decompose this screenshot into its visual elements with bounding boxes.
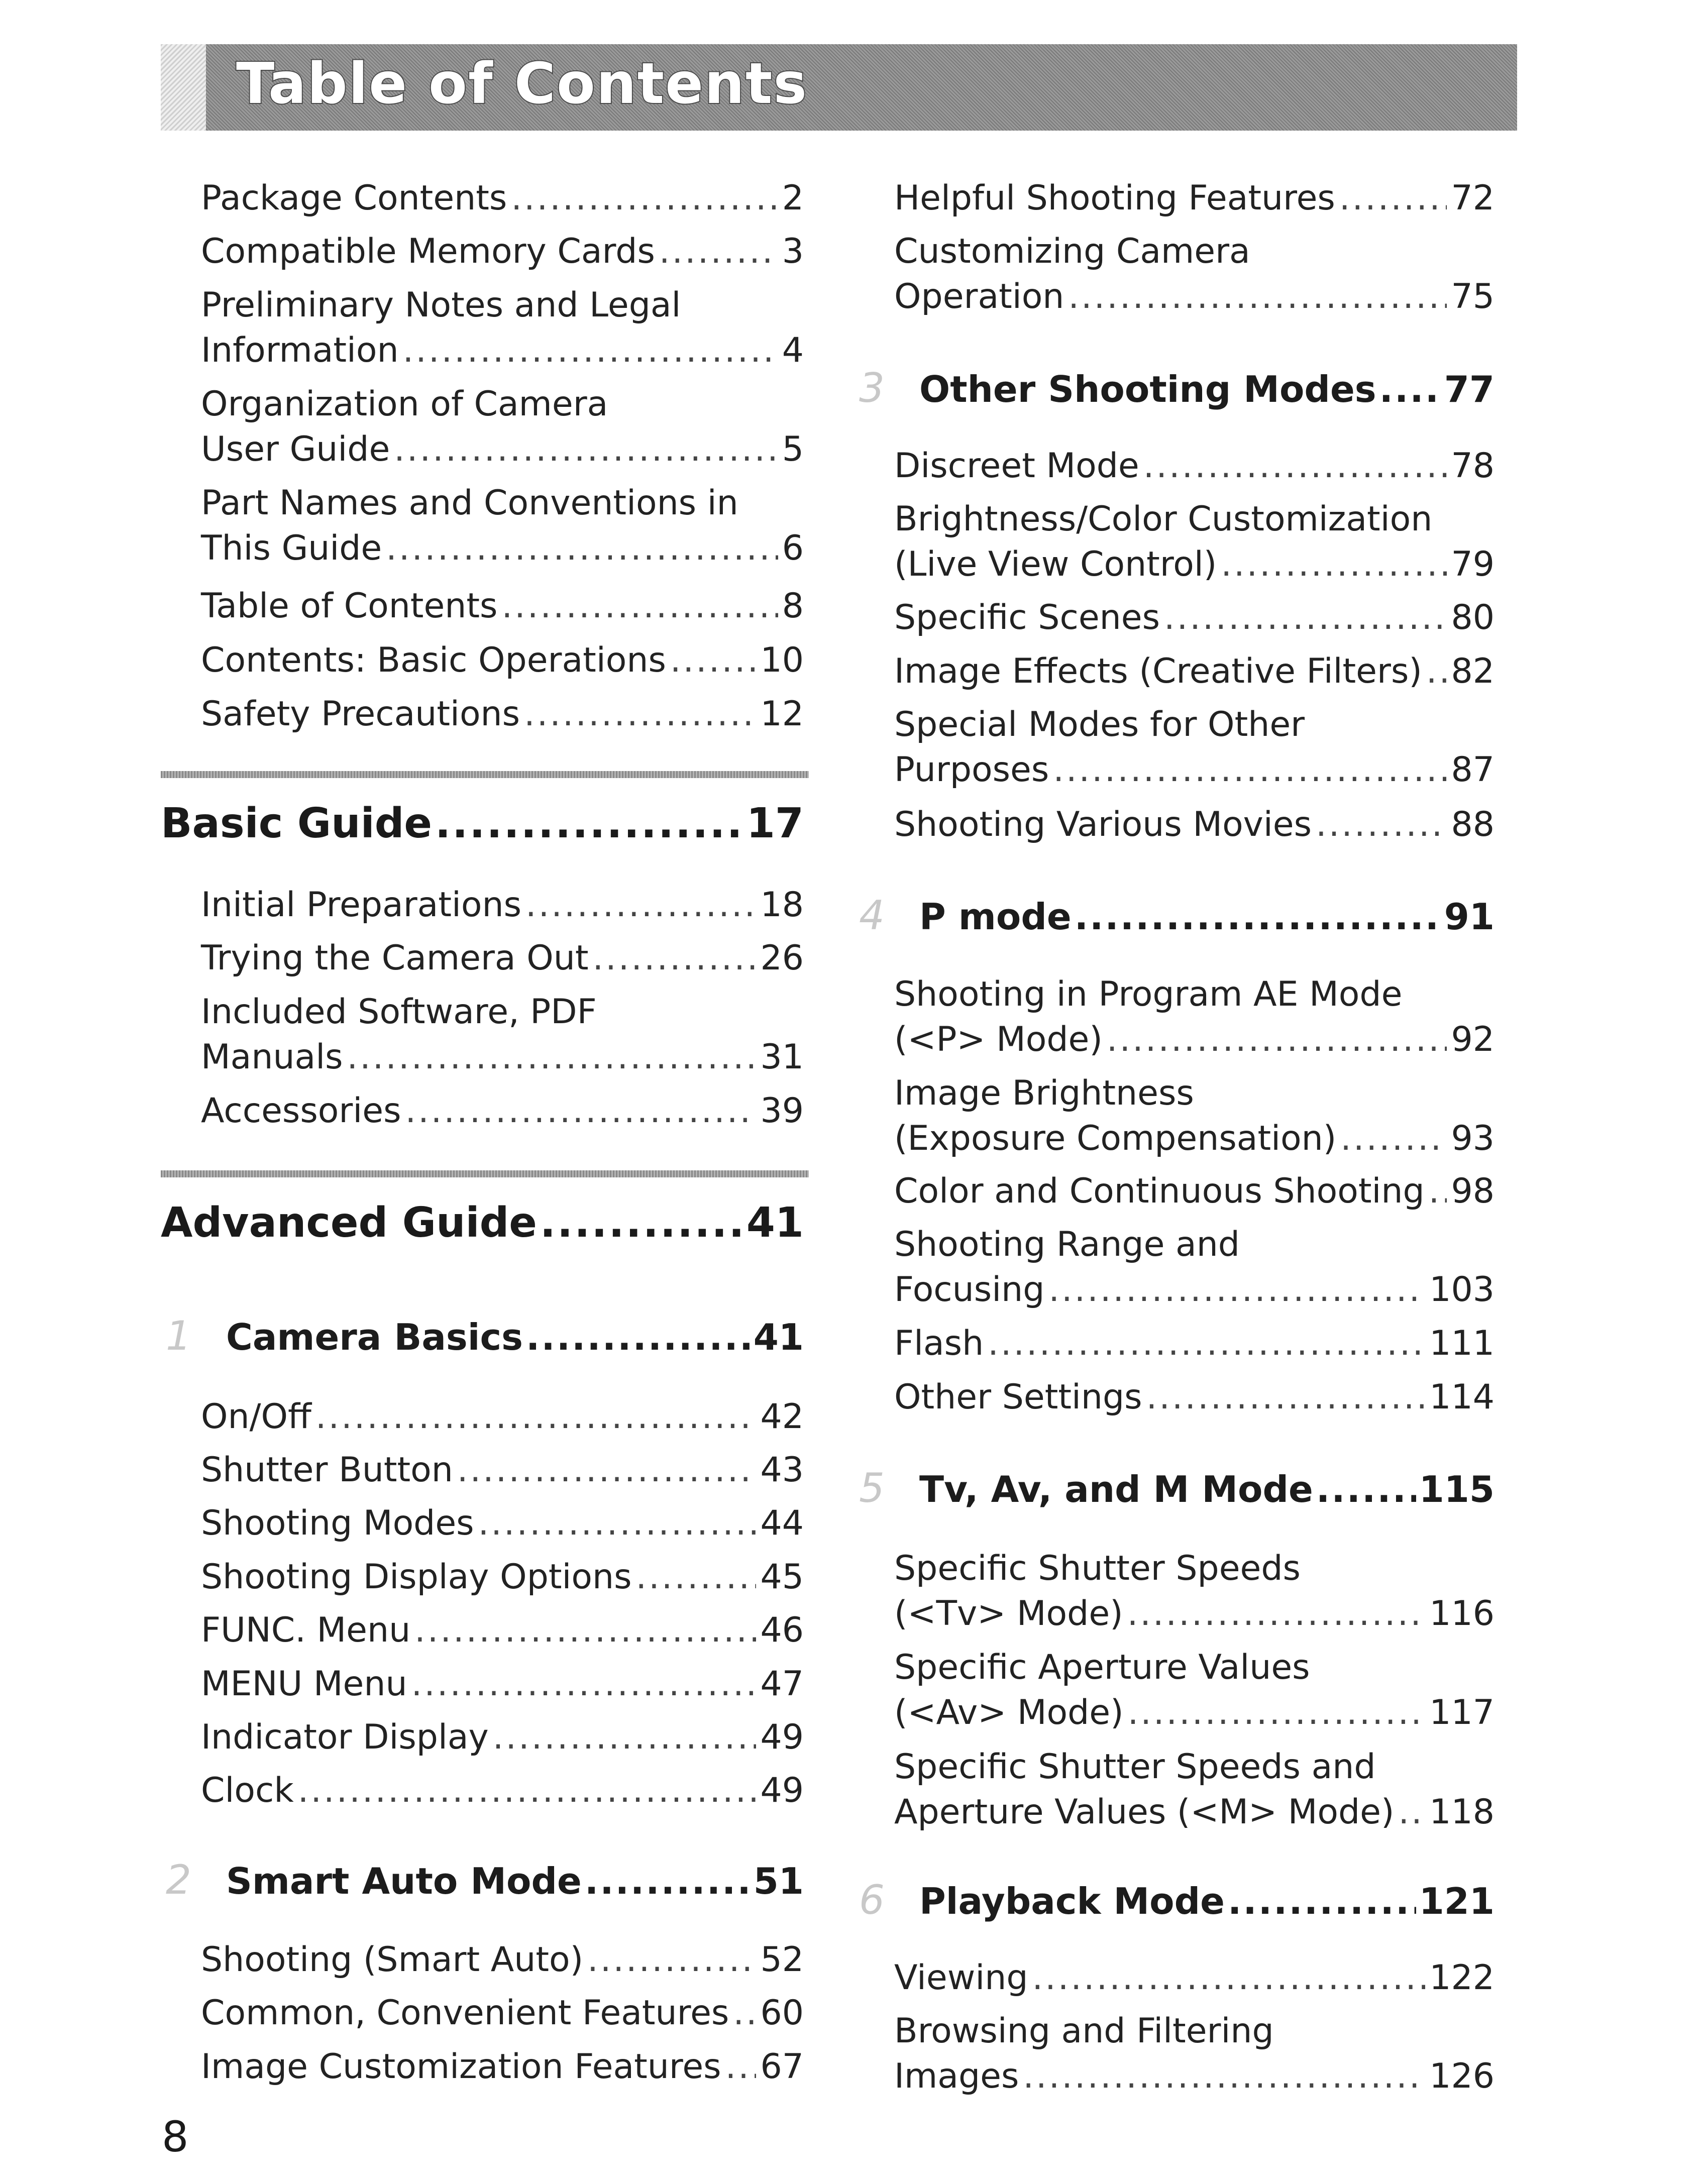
toc-entry[interactable]: Shooting (Smart Auto) ..... 52 [201, 1937, 804, 1983]
header-banner [161, 44, 1517, 131]
toc-entry[interactable]: Table of Contents ..... 8 [201, 584, 804, 629]
toc-entry[interactable]: MENU Menu ..... 47 [201, 1662, 804, 1707]
toc-entry[interactable]: Color and Continuous Shooting ..... 98 [894, 1169, 1494, 1214]
toc-entry[interactable]: Browsing and Filtering Images ..... 126 [894, 2009, 1494, 2099]
toc-entry[interactable]: On/Off ..... 42 [201, 1394, 804, 1440]
toc-entry[interactable]: Clock ..... 49 [201, 1768, 804, 1813]
toc-entry[interactable]: Special Modes for Other Purposes ..... 87 [894, 702, 1494, 793]
toc-entry[interactable]: Initial Preparations ..... 18 [201, 883, 804, 928]
toc-entry[interactable]: Shooting Range and Focusing ..... 103 [894, 1222, 1494, 1313]
chapter-heading-3[interactable]: 3 Other Shooting Modes ..... 77 [854, 364, 1494, 413]
toc-entry[interactable]: Safety Precautions ..... 12 [201, 692, 804, 737]
toc-entry[interactable]: Shooting in Program AE Mode (<P> Mode) ..... 92 [894, 972, 1494, 1062]
toc-entry[interactable]: Shooting Display Options ..... 45 [201, 1555, 804, 1600]
section-heading-basic-guide[interactable]: Basic Guide ..... 17 [161, 799, 804, 849]
toc-entry[interactable]: Specific Shutter Speeds (<Tv> Mode) ..... 116 [894, 1546, 1494, 1637]
chapter-number: 6 [859, 1877, 885, 1923]
chapter-heading-1[interactable]: 1 Camera Basics ..... 41 [161, 1312, 804, 1361]
chapter-number: 3 [859, 365, 885, 411]
toc-entry[interactable]: Accessories ..... 39 [201, 1088, 804, 1134]
toc-entry[interactable]: Discreet Mode ..... 78 [894, 444, 1494, 489]
toc-entry[interactable]: Part Names and Conventions in This Guide ..... 6 [201, 481, 804, 571]
page-number: 8 [162, 2112, 189, 2161]
toc-entry[interactable]: Preliminary Notes and Legal Information ..... 4 [201, 283, 804, 373]
toc-entry[interactable]: Shooting Various Movies ..... 88 [894, 802, 1494, 847]
toc-entry[interactable]: Shutter Button ..... 43 [201, 1448, 804, 1493]
chapter-number: 2 [166, 1857, 191, 1903]
section-heading-advanced-guide[interactable]: Advanced Guide ..... 41 [161, 1198, 804, 1248]
chapter-heading-5[interactable]: 5 Tv, Av, and M Mode ..... 115 [854, 1464, 1494, 1513]
toc-entry[interactable]: Brightness/Color Customization (Live View Control) ..... 79 [894, 497, 1494, 587]
toc-entry[interactable]: Image Brightness (Exposure Compensation) ..... 93 [894, 1071, 1494, 1161]
toc-entry[interactable]: Helpful Shooting Features ..... 72 [894, 176, 1494, 221]
toc-entry[interactable]: Package Contents ..... 2 [201, 176, 804, 221]
toc-entry[interactable]: Viewing ..... 122 [894, 1955, 1494, 2001]
toc-entry[interactable]: Trying the Camera Out ..... 26 [201, 936, 804, 981]
section-divider [161, 1170, 809, 1177]
chapter-number: 1 [166, 1313, 191, 1359]
chapter-number: 5 [859, 1465, 885, 1511]
toc-entry[interactable]: Image Customization Features ..... 67 [201, 2044, 804, 2090]
toc-entry[interactable]: Common, Convenient Features ..... 60 [201, 1991, 804, 2036]
toc-entry[interactable]: Compatible Memory Cards ..... 3 [201, 229, 804, 274]
toc-entry[interactable]: Image Effects (Creative Filters) ..... 82 [894, 649, 1494, 694]
section-divider [161, 771, 809, 778]
toc-entry[interactable]: Indicator Display ..... 49 [201, 1715, 804, 1760]
toc-entry[interactable]: Customizing Camera Operation ..... 75 [894, 229, 1494, 319]
toc-entry[interactable]: Shooting Modes ..... 44 [201, 1501, 804, 1546]
banner-corner-decoration [161, 44, 206, 131]
page-title: Table of Contents [236, 51, 808, 117]
chapter-heading-2[interactable]: 2 Smart Auto Mode ..... 51 [161, 1856, 804, 1905]
toc-entry[interactable]: Specific Scenes ..... 80 [894, 595, 1494, 640]
toc-entry[interactable]: Other Settings ..... 114 [894, 1375, 1494, 1420]
chapter-heading-4[interactable]: 4 P mode ..... 91 [854, 892, 1494, 941]
chapter-heading-6[interactable]: 6 Playback Mode ..... 121 [854, 1876, 1494, 1925]
toc-entry[interactable]: Specific Shutter Speeds and Aperture Values (<M> Mode) ..... 118 [894, 1745, 1494, 1835]
toc-entry[interactable]: Specific Aperture Values (<Av> Mode) ..... 117 [894, 1645, 1494, 1735]
chapter-number: 4 [859, 892, 885, 939]
toc-entry[interactable]: FUNC. Menu ..... 46 [201, 1608, 804, 1653]
toc-entry[interactable]: Organization of Camera User Guide ..... 5 [201, 382, 804, 472]
toc-entry[interactable]: Contents: Basic Operations ..... 10 [201, 638, 804, 683]
toc-entry[interactable]: Flash ..... 111 [894, 1321, 1494, 1366]
toc-entry[interactable]: Included Software, PDF Manuals ..... 31 [201, 990, 804, 1080]
